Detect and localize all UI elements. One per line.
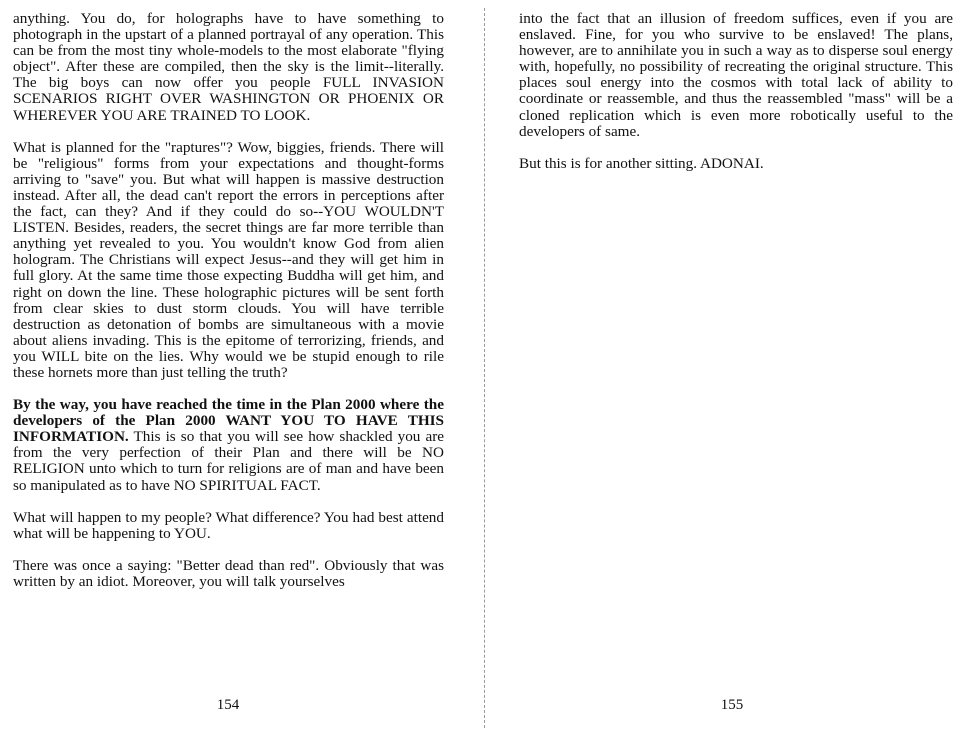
paragraph: What will happen to my people? What difference? You had best attend what will be happening to YOU.: [13, 508, 444, 542]
paragraph-body: This is so that you will see how shackled you are from the very perfection of their Plan and there will be NO RELIGION unto which to turn for religions are of man and have been so manipulated as to have NO SPIRITUAL FACT.: [13, 428, 444, 494]
paragraph: What is planned for the "raptures"? Wow, biggies, friends. There will be "religious" forms from your expectations and thought-forms arriving to "save" you. But what will happen is massive destruction instead. After all, the dead can't report the errors in perceptions after the fact, can they? And if they could do so--YOU WOULDN'T LISTEN. Besides, readers, the secret things are far more terrible than anything yet revealed to you. You wouldn't know God from alien hologram. The Christians will expect Jesus--and they will get him in full glory. At the same time those expecting Buddha will get him, and right on down the line. These holographic pictures will be sent forth from clear skies to dust storm clouds. You will have terrible destruction as detonation of bombs are simultaneous with a movie about aliens invading. This is the epitome of terrorizing, friends, and you WILL bite on the lies. Why would we be stupid enough to rile these hornets more than just telling the truth?: [13, 138, 444, 381]
page-gutter-divider: [484, 8, 485, 728]
paragraph: But this is for another sitting. ADONAI.: [519, 154, 764, 172]
paragraph: [13, 397, 444, 494]
page-number-left: 154: [216, 697, 240, 713]
paragraph: There was once a saying: "Better dead than red". Obviously that was written by an idiot. Moreover, you will talk yourselves: [13, 556, 444, 590]
paragraph: anything. You do, for holographs have to have something to photograph in the upstart of a planned portrayal of any operation. This can be from the most tiny whole-models to the most elaborate "flying object". After these are compiled, then the sky is the limit--literally. The big boys can now offer you people FULL INVASION SCENARIOS RIGHT OVER WASHINGTON OR PHOENIX OR WHEREVER YOU ARE TRAINED TO LOOK.: [13, 10, 444, 124]
right-page: [488, 0, 976, 733]
left-page: [0, 0, 486, 733]
paragraph-bold-lead: By the way, you have reached the time in the Plan 2000 where the developers of the Plan 2000 WANT YOU TO HAVE THIS INFORMATION.: [13, 396, 444, 446]
right-page-text-column: [519, 11, 953, 172]
left-page-text-column: [13, 11, 444, 590]
page-number-right: 155: [720, 697, 744, 713]
paragraph: into the fact that an illusion of freedom suffices, even if you are enslaved. Fine, for you who survive to be enslaved! The plans, however, are to annihilate you in such a way as to disperse soul energy with, hopefully, no possibility of recreating the original structure. This places soul energy into the cosmos with total lack of ability to coordinate or reassemble, and thus the reassembled "mass" will be a cloned replication which is even more robotically useful to the developers of same.: [519, 10, 953, 140]
